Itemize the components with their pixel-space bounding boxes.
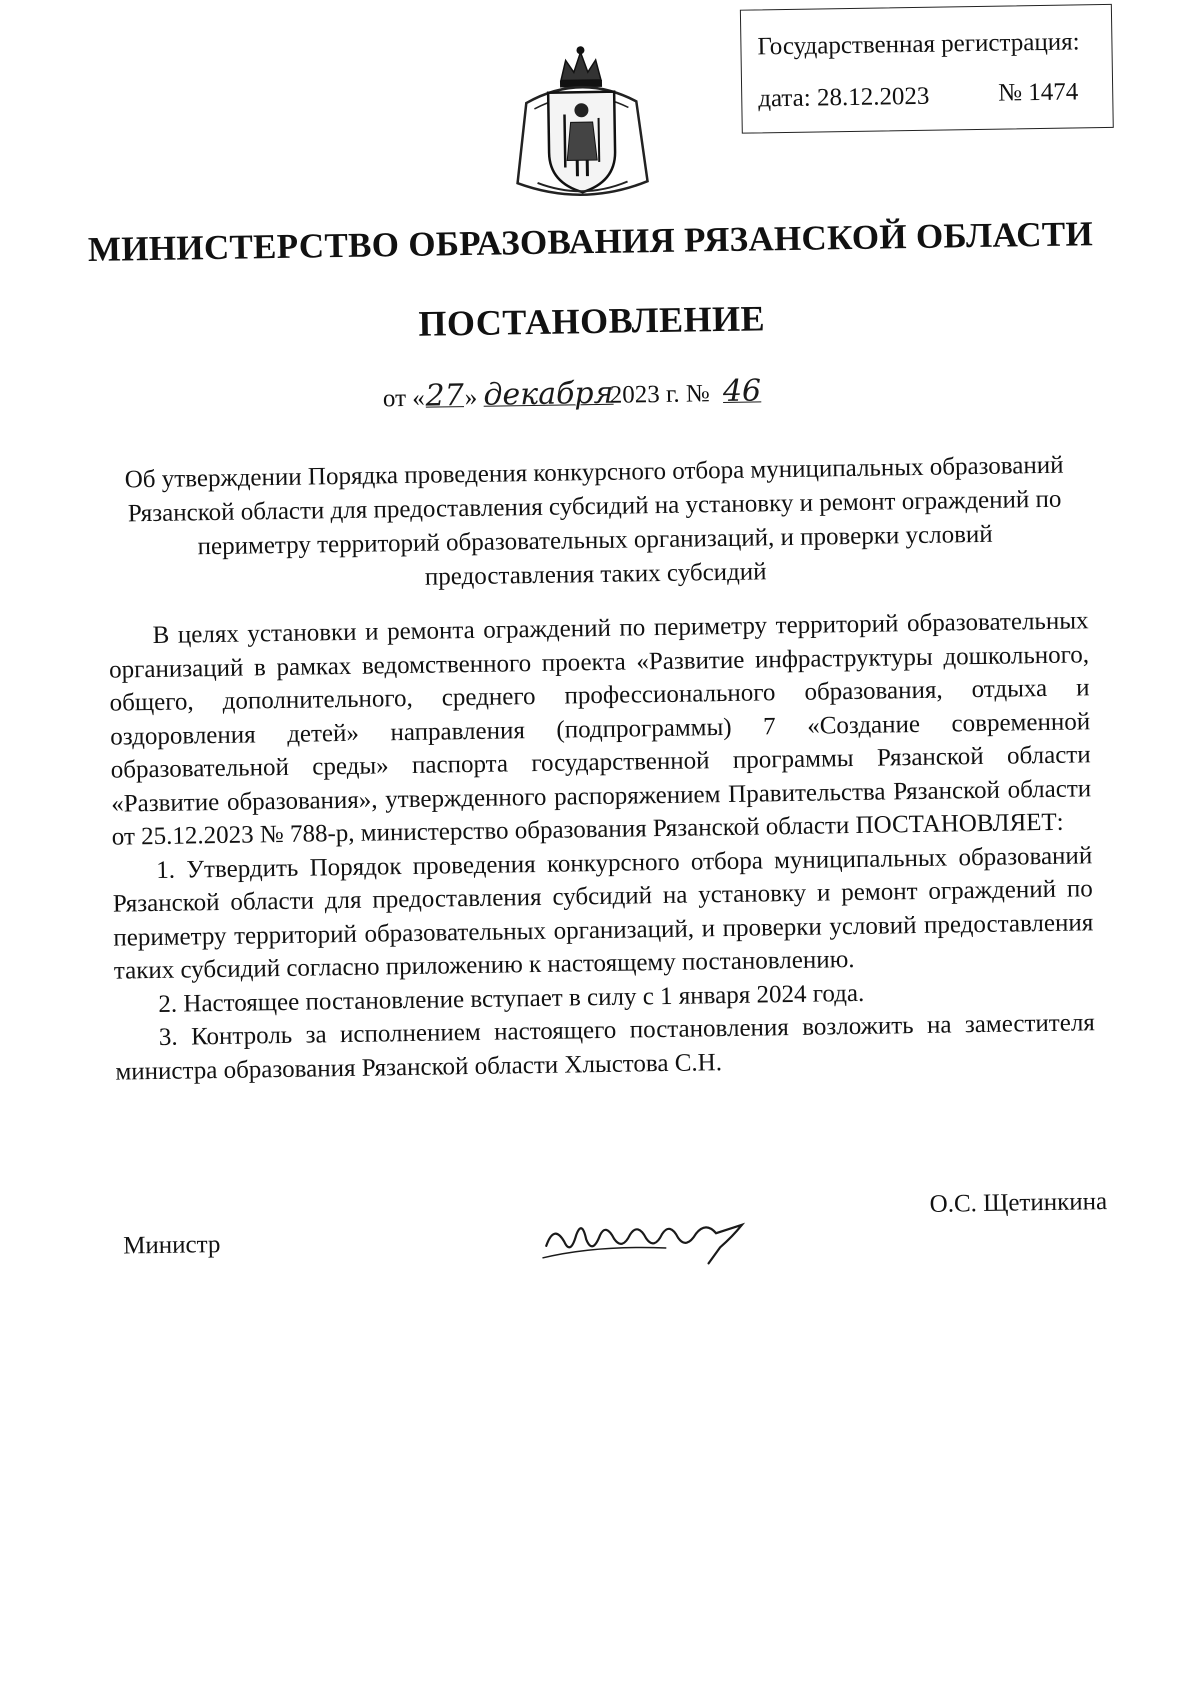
- registration-number: № 1474: [997, 78, 1079, 107]
- date-prefix: от «: [382, 384, 426, 413]
- signer-title: Министр: [122, 1231, 221, 1260]
- handwritten-day: 27: [425, 378, 465, 414]
- body-preamble: В целях установки и ремонта ограждений по периметру территорий образовательных организаций в рамках ведомственного проекта «Развитие инфраструктуры дошкольного, общего, дополнительного, среднего профессионального образования, отдыха и оздоровления детей» направления (подпрограммы) 7 «Создание современной образовательной среды» паспорта государственной программы Рязанской области «Развитие образования», утвержденного распоряжением Правительства Рязанской области от 25.12.2023 № 788-р, министерство образования Рязанской области ПОСТАНОВЛЯЕТ:: [108, 607, 1092, 851]
- document-type: ПОСТАНОВЛЕНИЕ: [418, 298, 766, 344]
- date-year-part: 2023 г. №: [609, 380, 711, 409]
- handwritten-month: декабря: [483, 375, 614, 413]
- registration-date: дата: 28.12.2023: [758, 82, 930, 113]
- date-mid: »: [464, 383, 478, 412]
- handwritten-signature: [536, 1202, 797, 1276]
- handwritten-number: 46: [722, 373, 762, 410]
- body-item-1: 1. Утвердить Порядок проведения конкурсного отбора муниципальных образований Рязанской области для предоставления субсидий на установку и ремонт ограждений по периметру территорий образовательных организаций, и проверки условий предоставления таких субсидий согласно приложению к настоящему постановлению.: [112, 841, 1094, 985]
- coat-of-arms-icon: [505, 41, 658, 205]
- registration-title: Государственная регистрация:: [757, 28, 1080, 61]
- body-item-3: 3. Контроль за исполнением настоящего постановления возложить на заместителя министра образования Рязанской области Хлыстова С.Н.: [115, 1009, 1096, 1086]
- document-subject: Об утверждении Порядка проведения конкурсного отбора муниципальных образований Рязанской области для предоставления субсидий на установку и ремонт ограждений по периметру территорий образовательных организаций, и проверки условий предоставления таких субсидий: [124, 451, 1064, 591]
- document-body: [108, 604, 1095, 1088]
- document-date-line: [383, 373, 769, 414]
- ministry-title: МИНИСТЕРСТВО ОБРАЗОВАНИЯ РЯЗАНСКОЙ ОБЛАСТИ: [87, 214, 1094, 269]
- signer-name: О.С. Щетинкина: [929, 1188, 1108, 1218]
- body-item-2: 2. Настоящее постановление вступает в силу с 1 января 2024 года.: [158, 979, 865, 1018]
- registration-stamp: [740, 4, 1114, 134]
